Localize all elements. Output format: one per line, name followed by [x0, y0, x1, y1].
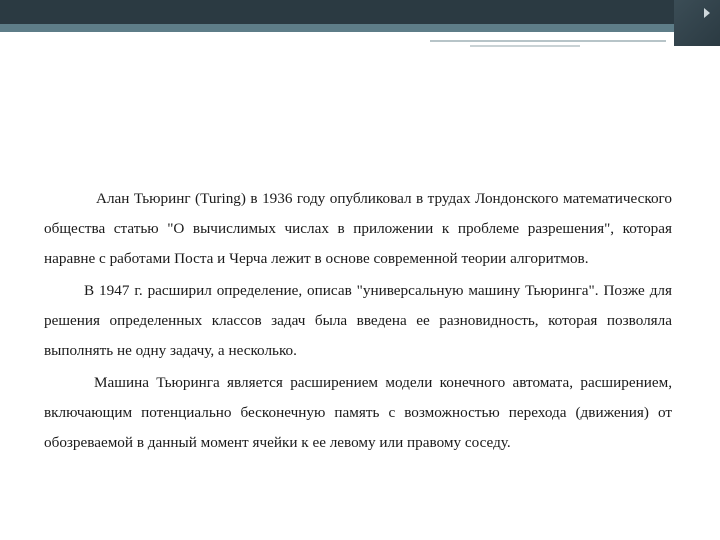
slide-body [44, 184, 672, 458]
header-accent-band [0, 24, 720, 32]
decor-line [430, 40, 666, 42]
corner-tab [674, 0, 720, 46]
header-band [0, 0, 720, 24]
decor-line [470, 45, 580, 47]
triangle-right-icon [704, 8, 710, 18]
paragraph-turing-1936: Алан Тьюринг (Turing) в 1936 году опубликовал в трудах Лондонского математического общества статью "О вычислимых числах в приложении к проблеме разрешения", которая наравне с работами Поста и Черча лежит в основе современной теории алгоритмов. [44, 190, 672, 267]
paragraph-universal-machine: В 1947 г. расширил определение, описав "универсальную машину Тьюринга". Позже для решения определенных классов задач была введена ее разновидность, которая позволяла выполнять не одну задачу, а несколько. [44, 282, 672, 359]
paragraph-finite-automaton: Машина Тьюринга является расширением модели конечного автомата, расширением, включающим потенциально бесконечную память с возможностью перехода (движения) от обозреваемой в данный момент ячейки к ее левому или правому соседу. [44, 374, 672, 451]
